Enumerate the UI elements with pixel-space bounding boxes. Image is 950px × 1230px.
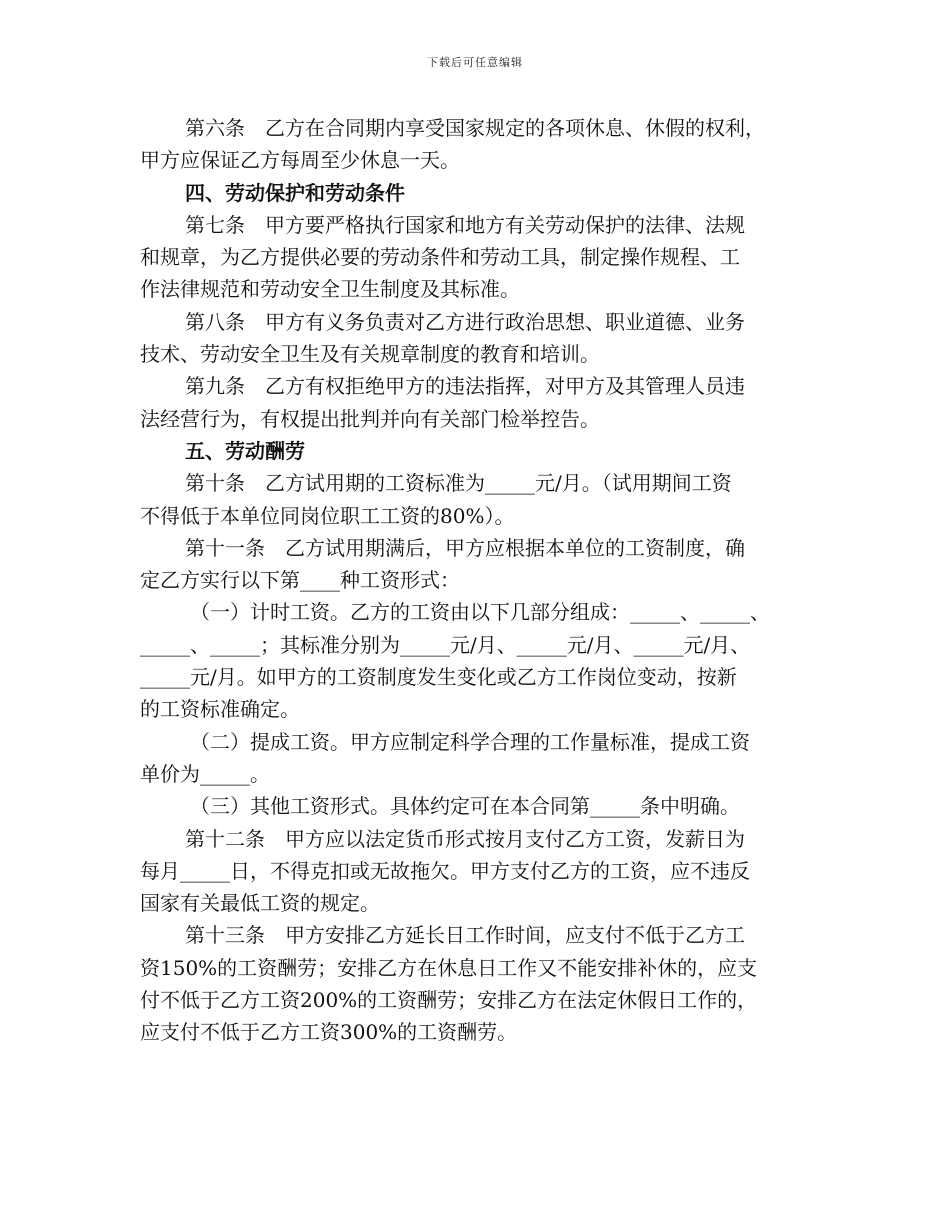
text-line: 的工资标准确定。 bbox=[140, 697, 300, 722]
text-line: 定乙方实行以下第____种工资形式： bbox=[140, 568, 460, 593]
text-line: 第七条 甲方要严格执行国家和地方有关劳动保护的法律、法规 bbox=[185, 212, 745, 237]
text-line: 应支付不低于乙方工资300%的工资酬劳。 bbox=[140, 1020, 518, 1045]
text-line: 第九条 乙方有权拒绝甲方的违法指挥，对甲方及其管理人员违 bbox=[185, 374, 745, 399]
text-line: 甲方应保证乙方每周至少休息一天。 bbox=[140, 148, 460, 173]
text-line: 资150%的工资酬劳；安排乙方在休息日工作又不能安排补休的，应支 bbox=[140, 955, 758, 980]
text-line: 每月_____日，不得克扣或无故拖欠。甲方支付乙方的工资，应不违反 bbox=[140, 858, 750, 883]
text-line: 单价为_____。 bbox=[140, 761, 270, 786]
section-heading: 四、劳动保护和劳动条件 bbox=[185, 180, 405, 205]
text-line: 国家有关最低工资的规定。 bbox=[140, 891, 380, 916]
text-line: 和规章，为乙方提供必要的劳动条件和劳动工具，制定操作规程、工 bbox=[140, 245, 740, 270]
text-line: （一）计时工资。乙方的工资由以下几部分组成：_____、_____、 bbox=[190, 600, 770, 625]
text-line: _____元/月。如甲方的工资制度发生变化或乙方工作岗位变动，按新 bbox=[140, 665, 737, 690]
text-line: 第十一条 乙方试用期满后，甲方应根据本单位的工资制度，确 bbox=[185, 535, 745, 560]
text-line: （二）提成工资。甲方应制定科学合理的工作量标准，提成工资 bbox=[190, 729, 750, 754]
text-line: （三）其他工资形式。具体约定可在本合同第_____条中明确。 bbox=[190, 794, 740, 819]
page-header: 下载后可任意编辑 bbox=[427, 56, 523, 69]
text-line: 第八条 甲方有义务负责对乙方进行政治思想、职业道德、业务 bbox=[185, 309, 745, 334]
text-line: 第六条 乙方在合同期内享受国家规定的各项休息、休假的权利， bbox=[185, 116, 765, 140]
text-line: 技术、劳动安全卫生及有关规章制度的教育和培训。 bbox=[140, 342, 600, 367]
text-line: 不得低于本单位同岗位职工工资的80%）。 bbox=[140, 503, 515, 528]
text-line: _____、_____；其标准分别为_____元/月、_____元/月、_____元/月、 bbox=[140, 632, 751, 657]
text-line: 第十条 乙方试用期的工资标准为_____元/月。（试用期间工资 bbox=[185, 471, 732, 496]
text-line: 法经营行为，有权提出批判并向有关部门检举控告。 bbox=[140, 406, 600, 431]
section-heading: 五、劳动酬劳 bbox=[185, 438, 305, 463]
text-line: 付不低于乙方工资200%的工资酬劳；安排乙方在法定休假日工作的， bbox=[140, 988, 758, 1013]
text-line: 第十二条 甲方应以法定货币形式按月支付乙方工资，发薪日为 bbox=[185, 826, 745, 851]
text-line: 第十三条 甲方安排乙方延长日工作时间，应支付不低于乙方工 bbox=[185, 923, 745, 948]
text-line: 作法律规范和劳动安全卫生制度及其标准。 bbox=[140, 277, 520, 302]
document-body bbox=[140, 112, 810, 1049]
